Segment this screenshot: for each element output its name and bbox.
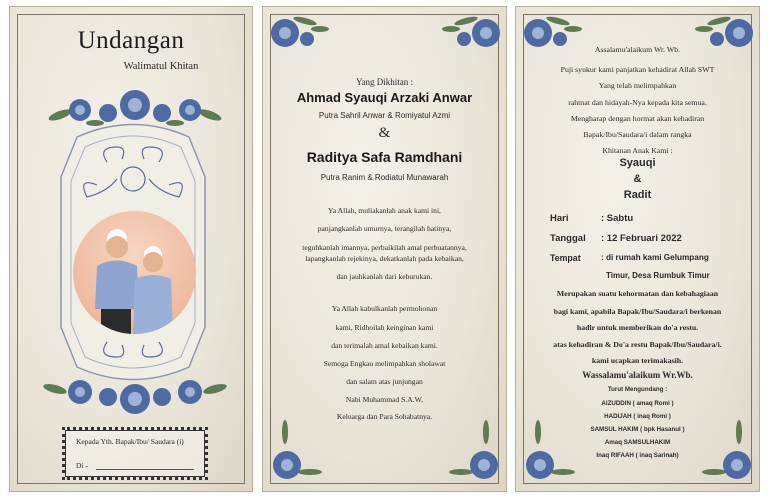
prayer-line-6: Ya Allah kabulkanlah permohonan	[331, 304, 438, 313]
child-name-1: Syauqi	[619, 157, 656, 169]
prayer-line-5: dan jauhkanlah dari keburukan.	[336, 272, 433, 281]
details-panel	[515, 6, 760, 492]
names-ampersand: &	[633, 173, 642, 185]
child1-parents: Putra Sahril Anwar & Romiyatul Azmi	[318, 111, 451, 120]
children-figures	[73, 211, 196, 334]
place-label: Tempat	[550, 253, 581, 263]
prayer-line-8: dan terimalah amal kebaikan kami.	[331, 341, 438, 350]
cover-panel	[9, 6, 253, 492]
corner-flower-top-right	[689, 11, 759, 66]
corner-flower-top-left	[265, 11, 335, 66]
prayer-line-2: panjangkanlah umurnya, terangilah hatinya,	[317, 224, 452, 233]
host-5: Inaq RIFAAH ( inaq Sarinah)	[596, 452, 679, 459]
address-line	[96, 469, 194, 470]
day-label: Hari	[550, 213, 569, 224]
day-value: : Sabtu	[601, 213, 634, 224]
prayer-line-3: teguhkanlah imannya, perbaikilah amal perbuatannya,	[302, 243, 467, 252]
child1-name: Ahmad Syauqi Arzaki Anwar	[296, 90, 473, 105]
child2-name: Raditya Safa Ramdhani	[306, 149, 463, 165]
invitees-panel	[262, 6, 507, 492]
intro-line-4: Mengharap dengan hormat akan kehadiran	[570, 114, 705, 123]
bottom-flower-garland	[40, 367, 230, 422]
closing-line-3: hadir untuk memberikan do'a restu.	[576, 323, 699, 332]
place-value: : di rumah kami Gelumpang	[601, 253, 709, 262]
address-box[interactable]	[65, 430, 205, 477]
greeting: Assalamu'alaikum Wr. Wb.	[594, 45, 681, 54]
child2-parents: Putra Ranim & Rodiatul Munawarah	[320, 173, 449, 182]
closing-line-5: kami ucapkan terimakasih.	[591, 356, 684, 365]
hosts-label: Turut Mengundang :	[607, 386, 668, 393]
date-value: : 12 Februari 2022	[601, 233, 682, 244]
date-label: Tanggal	[550, 233, 586, 244]
host-2: HADIJAH ( inaq Romi )	[604, 413, 671, 420]
prayer-line-11: Nabi Muhammad S.A.W,	[345, 395, 424, 404]
intro-line-5: Bapak/Ibu/Saudara/i dalam rangka	[583, 130, 692, 139]
place-value-2: Timur, Desa Rumbuk Timur	[606, 271, 710, 280]
host-1: AIZUDDIN ( amaq Romi )	[601, 400, 674, 407]
prayer-line-9: Semoga Engkau melimpahkan sholawat	[323, 359, 446, 368]
corner-flower-bottom-right	[436, 417, 506, 487]
prayer-line-12: Keluarga dan Para Sohabatnya.	[336, 412, 433, 421]
prayer-line-4: lapangkanlah rejekinya, dekatkanlah pada kebaikan,	[305, 254, 464, 263]
closing-line-6: Wassalamu'alaikum Wr.Wb.	[582, 370, 693, 380]
corner-flower-top-left	[518, 11, 588, 66]
ampersand: &	[378, 125, 391, 141]
intro-line-2: Yang telah melimpahkan	[598, 81, 677, 90]
children-photo	[73, 211, 196, 334]
cover-title: Undangan	[77, 27, 185, 54]
address-to: Di -	[76, 461, 88, 470]
address-label: Kepada Yth. Bapak/Ibu/ Saudara (i)	[76, 437, 184, 446]
intro-line-1: Puji syukur kami panjatkan kehadirat Allah SWT	[560, 65, 715, 74]
prayer-line-1: Ya Allah, muliakanlah anak kami ini,	[328, 206, 441, 215]
address-box-border	[62, 427, 208, 480]
closing-line-2: bagi kami, apabila Bapak/Ibu/Saudara/i berkenan	[553, 307, 722, 316]
prayer-line-7: kami, Ridhoilah keinginan kami	[335, 323, 434, 332]
cover-subtitle: Walimatul Khitan	[123, 61, 199, 72]
host-4: Amaq SAMSULHAKIM	[604, 439, 671, 446]
prayer-line-10: dan salam atas junjungan	[346, 377, 423, 386]
child-name-2: Radit	[623, 189, 652, 201]
host-3: SAMSUL HAKIM ( bpk Hasanul )	[590, 426, 685, 433]
closing-line-1: Merupakan suatu kehormatan dan kebahagiaan	[556, 289, 719, 298]
corner-flower-bottom-left	[265, 417, 335, 487]
circumcised-label: Yang Dikhitan :	[355, 77, 414, 87]
intro-line-3: rahmat dan hidayah-Nya kepada kita semua.	[568, 98, 707, 107]
corner-flower-top-right	[436, 11, 506, 66]
intro-line-6: Khitanan Anak Kami :	[602, 146, 673, 155]
closing-line-4: atas kehadiran & Do'a restu Bapak/Ibu/Saudara/i.	[553, 340, 722, 349]
